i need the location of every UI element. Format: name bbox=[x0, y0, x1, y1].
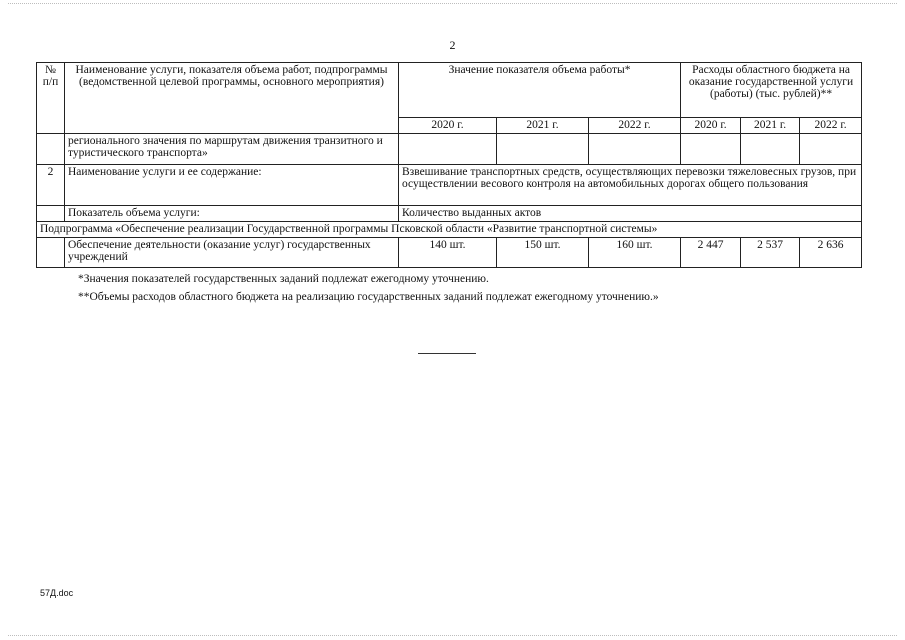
header-name: Наименование услуги, показателя объема работ, подпрограммы (ведомственной целевой программы, основного мероприятия) bbox=[65, 63, 399, 134]
table-row bbox=[37, 222, 862, 238]
value-cell: 2 636 bbox=[800, 238, 862, 268]
file-name-label: 57Д.doc bbox=[40, 588, 74, 598]
indicator-value: Количество выданных актов bbox=[399, 206, 862, 222]
value-cell: 150 шт. bbox=[497, 238, 589, 268]
table-row bbox=[37, 206, 862, 222]
table-row bbox=[37, 165, 862, 206]
page-number: 2 bbox=[449, 38, 456, 52]
empty-cell bbox=[497, 134, 589, 165]
num-cell bbox=[37, 238, 65, 268]
num-cell: 2 bbox=[37, 165, 65, 206]
empty-cell bbox=[800, 134, 862, 165]
subprogram-cell: Подпрограмма «Обеспечение реализации Государственной программы Псковской области «Развитие транспортной системы» bbox=[37, 222, 862, 238]
empty-cell bbox=[589, 134, 681, 165]
indicator-label: Показатель объема услуги: bbox=[65, 206, 399, 222]
footnote-2: **Объемы расходов областного бюджета на реализацию государственных заданий подлежат ежегодному уточнению.» bbox=[78, 291, 659, 303]
value-cell: 140 шт. bbox=[399, 238, 497, 268]
value-cell: 160 шт. bbox=[589, 238, 681, 268]
year-cell: 2020 г. bbox=[681, 118, 741, 134]
empty-cell bbox=[399, 134, 497, 165]
year-cell: 2020 г. bbox=[399, 118, 497, 134]
num-cell bbox=[37, 134, 65, 165]
header-budget: Расходы областного бюджета на оказание государственной услуги (работы) (тыс. рублей)** bbox=[681, 63, 862, 118]
scan-edge-top bbox=[8, 3, 897, 5]
table-header-row bbox=[37, 63, 862, 118]
empty-cell bbox=[681, 134, 741, 165]
empty-cell bbox=[741, 134, 800, 165]
value-cell: 2 447 bbox=[681, 238, 741, 268]
data-name-cell: Обеспечение деятельности (оказание услуг) государственных учреждений bbox=[65, 238, 399, 268]
continuation-cell: регионального значения по маршрутам движения транзитного и туристического транспорта» bbox=[65, 134, 399, 165]
scan-edge-bottom bbox=[8, 635, 897, 637]
year-cell: 2021 г. bbox=[741, 118, 800, 134]
year-cell: 2021 г. bbox=[497, 118, 589, 134]
header-indicator: Значение показателя объема работы* bbox=[399, 63, 681, 118]
table-row bbox=[37, 238, 862, 268]
table-row bbox=[37, 134, 862, 165]
year-cell: 2022 г. bbox=[589, 118, 681, 134]
report-table bbox=[36, 62, 862, 268]
service-content: Взвешивание транспортных средств, осуществляющих перевозки тяжеловесных грузов, при осуществлении весового контроля на автомобильных дорогах общего пользования bbox=[399, 165, 862, 206]
footnote-1: *Значения показателей государственных заданий подлежат ежегодному уточнению. bbox=[78, 273, 489, 285]
service-label: Наименование услуги и ее содержание: bbox=[65, 165, 399, 206]
header-num: № п/п bbox=[37, 63, 65, 134]
end-rule-divider bbox=[418, 353, 476, 354]
value-cell: 2 537 bbox=[741, 238, 800, 268]
num-cell bbox=[37, 206, 65, 222]
footnotes bbox=[78, 270, 659, 306]
year-cell: 2022 г. bbox=[800, 118, 862, 134]
